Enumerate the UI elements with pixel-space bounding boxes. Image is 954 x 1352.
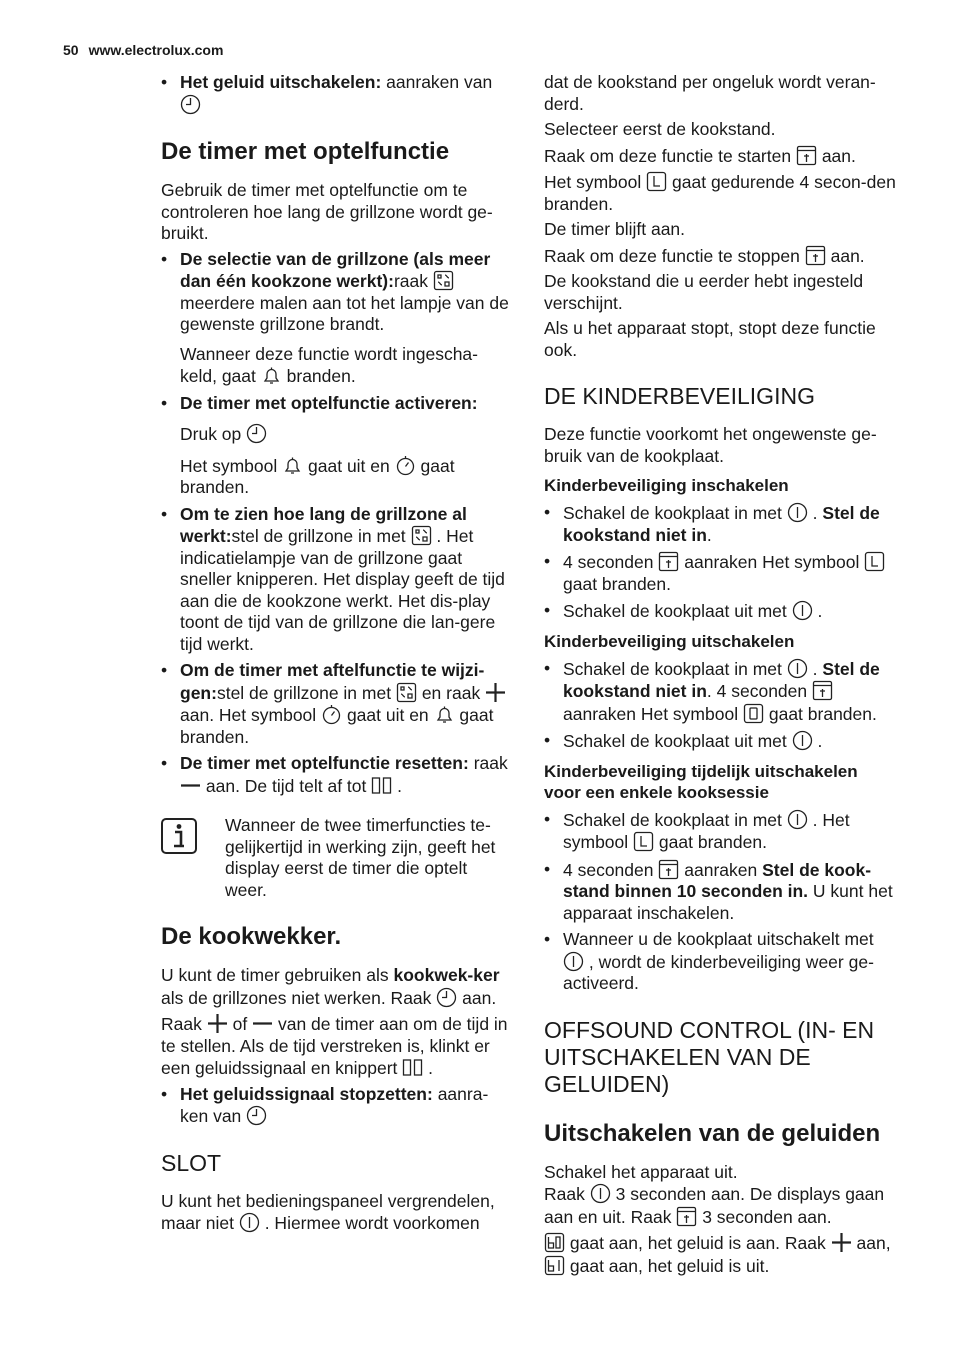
lock-key-icon	[796, 145, 817, 166]
paragraph: Gebruik de timer met optelfunctie om te controleren hoe lang de grillzone wordt ge-bruikt.	[161, 180, 493, 243]
list-item: • De selectie van de grillzone (als meer dan één kookzone werkt):raak meerdere malen aan tot het lampje van de gewenste grillzone brandt. Wanneer deze functie wordt ingescha-keld, gaat branden.	[161, 249, 513, 388]
list-item: • Schakel de kookplaat uit met .	[544, 600, 896, 623]
page-header	[63, 40, 223, 62]
left-column	[161, 72, 513, 1239]
list-item: • Schakel de kookplaat in met . Stel de kookstand niet in. 4 seconden aanraken Het symbool gaat branden.	[544, 658, 896, 726]
subsection-title: Kinderbeveiliging inschakelen	[544, 476, 789, 495]
subsection-title: Kinderbeveiliging uitschakelen	[544, 631, 795, 651]
stopwatch-icon	[395, 455, 416, 476]
00-display-icon	[402, 1057, 423, 1078]
paragraph: dat de kookstand per ongeluk wordt veran-derd.	[544, 72, 876, 114]
plus-icon	[831, 1232, 852, 1253]
plus-icon	[485, 682, 506, 703]
power-icon	[239, 1212, 260, 1233]
page-number: 50	[63, 42, 79, 58]
clock-icon	[180, 94, 201, 115]
section-title: OFFSOUND CONTROL (IN- EN UITSCHAKELEN VAN DE GELUIDEN)	[544, 1016, 875, 1097]
paragraph: gaat aan, het geluid is aan. Raak aan, gaat aan, het geluid is uit.	[544, 1232, 896, 1277]
list-item: • 4 seconden aanraken Het symbool gaat branden.	[544, 551, 896, 595]
list-item: • Schakel de kookplaat uit met .	[544, 730, 896, 753]
info-icon	[161, 818, 197, 854]
power-icon	[787, 502, 808, 523]
list-item: • De timer met optelfunctie activeren: Druk op Het symbool gaat uit en gaat branden.	[161, 393, 513, 499]
list-item: • De timer met optelfunctie resetten: raak aan. De tijd telt af tot .	[161, 753, 513, 797]
power-icon	[787, 658, 808, 679]
paragraph: Raak om deze functie te stoppen aan.	[544, 245, 865, 266]
grill-icon	[411, 525, 432, 546]
paragraph: Raak 3 seconden aan. De displays gaan aan en uit. Raak 3 seconden aan.	[544, 1184, 885, 1227]
lock-key-icon	[812, 680, 833, 701]
list-item: • 4 seconden aanraken Stel de kook-stand binnen 10 seconden in. U kunt het apparaat inschakelen.	[544, 859, 896, 925]
paragraph: U kunt de timer gebruiken als kookwek-ker als de grillzones niet werken. Raak aan.	[161, 965, 500, 1008]
clock-icon	[246, 423, 267, 444]
bell-icon	[282, 455, 303, 476]
paragraph: Deze functie voorkomt het ongewenste ge-bruik van de kookplaat.	[544, 424, 877, 466]
list-item: • Schakel de kookplaat in met . Het symbool gaat branden.	[544, 809, 896, 854]
plus-icon	[207, 1013, 228, 1034]
lock-key-icon	[805, 245, 826, 266]
site-url: www.electrolux.com	[88, 42, 224, 58]
paragraph: Selecteer eerst de kookstand.	[544, 119, 776, 139]
paragraph: Raak om deze functie te starten aan.	[544, 145, 856, 166]
list-item: • Het geluidssignaal stopzetten: aanra-ken van	[161, 1084, 513, 1128]
grill-icon	[433, 270, 454, 291]
section-title: DE KINDERBEVEILIGING	[544, 383, 815, 409]
clock-icon	[436, 987, 457, 1008]
list-item: • Schakel de kookplaat in met . Stel de kookstand niet in.	[544, 502, 896, 546]
paragraph: Als u het apparaat stopt, stopt deze functie ook.	[544, 318, 876, 360]
clock-icon	[246, 1105, 267, 1126]
list-item: • Om te zien hoe lang de grillzone al werkt:stel de grillzone in met . Het indicatielampje van de grillzone gaat sneller knipperen. Het display geeft de tijd aan die de kookzone werkt. Het dis-play toont de tijd van de grillzone die lan-gere tijd werkt.	[161, 504, 513, 656]
paragraph: Het symbool gaat gedurende 4 secon-den branden.	[544, 172, 896, 214]
info-note: Wanneer de twee timerfuncties te-gelijkertijd in werking zijn, geeft het display eerst de timer die optelt weer.	[161, 815, 513, 901]
grill-icon	[396, 682, 417, 703]
lock-key-icon	[658, 551, 679, 572]
minus-icon	[180, 775, 201, 796]
subsection-title: Kinderbeveiliging tijdelijk uitschakelen voor een enkele kooksessie	[544, 761, 858, 802]
list-item: • Om de timer met aftelfunctie te wijzi-gen:stel de grillzone in met en raak aan. Het symbool gaat uit en gaat branden.	[161, 660, 513, 748]
paragraph: U kunt het bedieningspaneel vergrendelen, maar niet . Hiermee wordt voorkomen	[161, 1190, 495, 1233]
power-icon	[792, 600, 813, 621]
L-symbol-icon	[646, 171, 667, 192]
paragraph: De kookstand die u eerder hebt ingesteld verschijnt.	[544, 271, 864, 313]
section-title: SLOT	[161, 1149, 222, 1176]
stopwatch-icon	[321, 704, 342, 725]
minus-icon	[252, 1013, 273, 1034]
list-item: • Wanneer u de kookplaat uitschakelt met , wordt de kinderbeveiliging weer ge-activeerd.	[544, 929, 896, 995]
list-item: • Het geluid uitschakelen: aanraken van	[161, 72, 513, 116]
right-column	[544, 72, 896, 1281]
paragraph: De timer blijft aan.	[544, 219, 686, 239]
bell-icon	[261, 365, 282, 386]
power-icon	[787, 809, 808, 830]
L-symbol-icon	[864, 551, 885, 572]
b1-display-icon	[544, 1255, 565, 1276]
section-title: De timer met optelfunctie	[161, 138, 450, 165]
power-icon	[563, 951, 584, 972]
section-title: De kookwekker.	[161, 923, 342, 950]
b0-display-icon	[544, 1232, 565, 1253]
bell-icon	[434, 704, 455, 725]
lock-key-icon	[658, 859, 679, 880]
power-icon	[792, 730, 813, 751]
section-title: Uitschakelen van de geluiden	[544, 1119, 881, 1147]
lock-key-icon	[676, 1206, 697, 1227]
paragraph: Schakel het apparaat uit.	[544, 1161, 738, 1182]
L-symbol-icon	[633, 831, 654, 852]
paragraph: Raak of van de timer aan om de tijd in te stellen. Als de tijd verstreken is, klinkt er een geluidssignaal en knippert .	[161, 1014, 508, 1078]
power-icon	[590, 1183, 611, 1204]
00-display-icon	[371, 775, 392, 796]
0-symbol-icon	[743, 703, 764, 724]
